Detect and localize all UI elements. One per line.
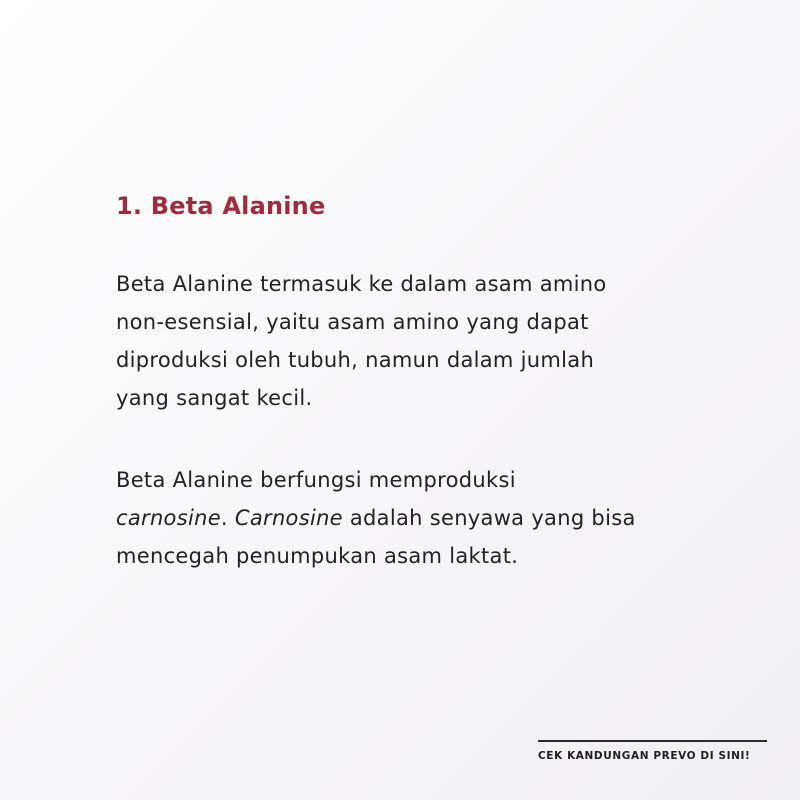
paragraph-line: diproduksi oleh tubuh, namun dalam jumlah [116, 348, 595, 372]
paragraph-definition [116, 265, 716, 417]
paragraph-line: non-esensial, yaitu asam amino yang dapat [116, 310, 589, 334]
paragraph-text: adalah senyawa yang bisa [342, 506, 636, 530]
paragraph-line: mencegah penumpukan asam laktat. [116, 544, 519, 568]
italic-term-carnosine: carnosine [116, 506, 221, 530]
section-title: 1. Beta Alanine [116, 192, 326, 220]
paragraph-function [116, 461, 716, 575]
paragraph-line [116, 499, 716, 537]
paragraph-line: Beta Alanine berfungsi memproduksi [116, 468, 516, 492]
cta-divider [538, 740, 767, 742]
sentence-separator: . [220, 506, 235, 530]
paragraph-line: yang sangat kecil. [116, 386, 313, 410]
cta-link[interactable]: CEK KANDUNGAN PREVO DI SINI! [538, 750, 751, 762]
italic-term-carnosine-capitalized: Carnosine [234, 506, 343, 530]
paragraph-line: Beta Alanine termasuk ke dalam asam amino [116, 272, 607, 296]
